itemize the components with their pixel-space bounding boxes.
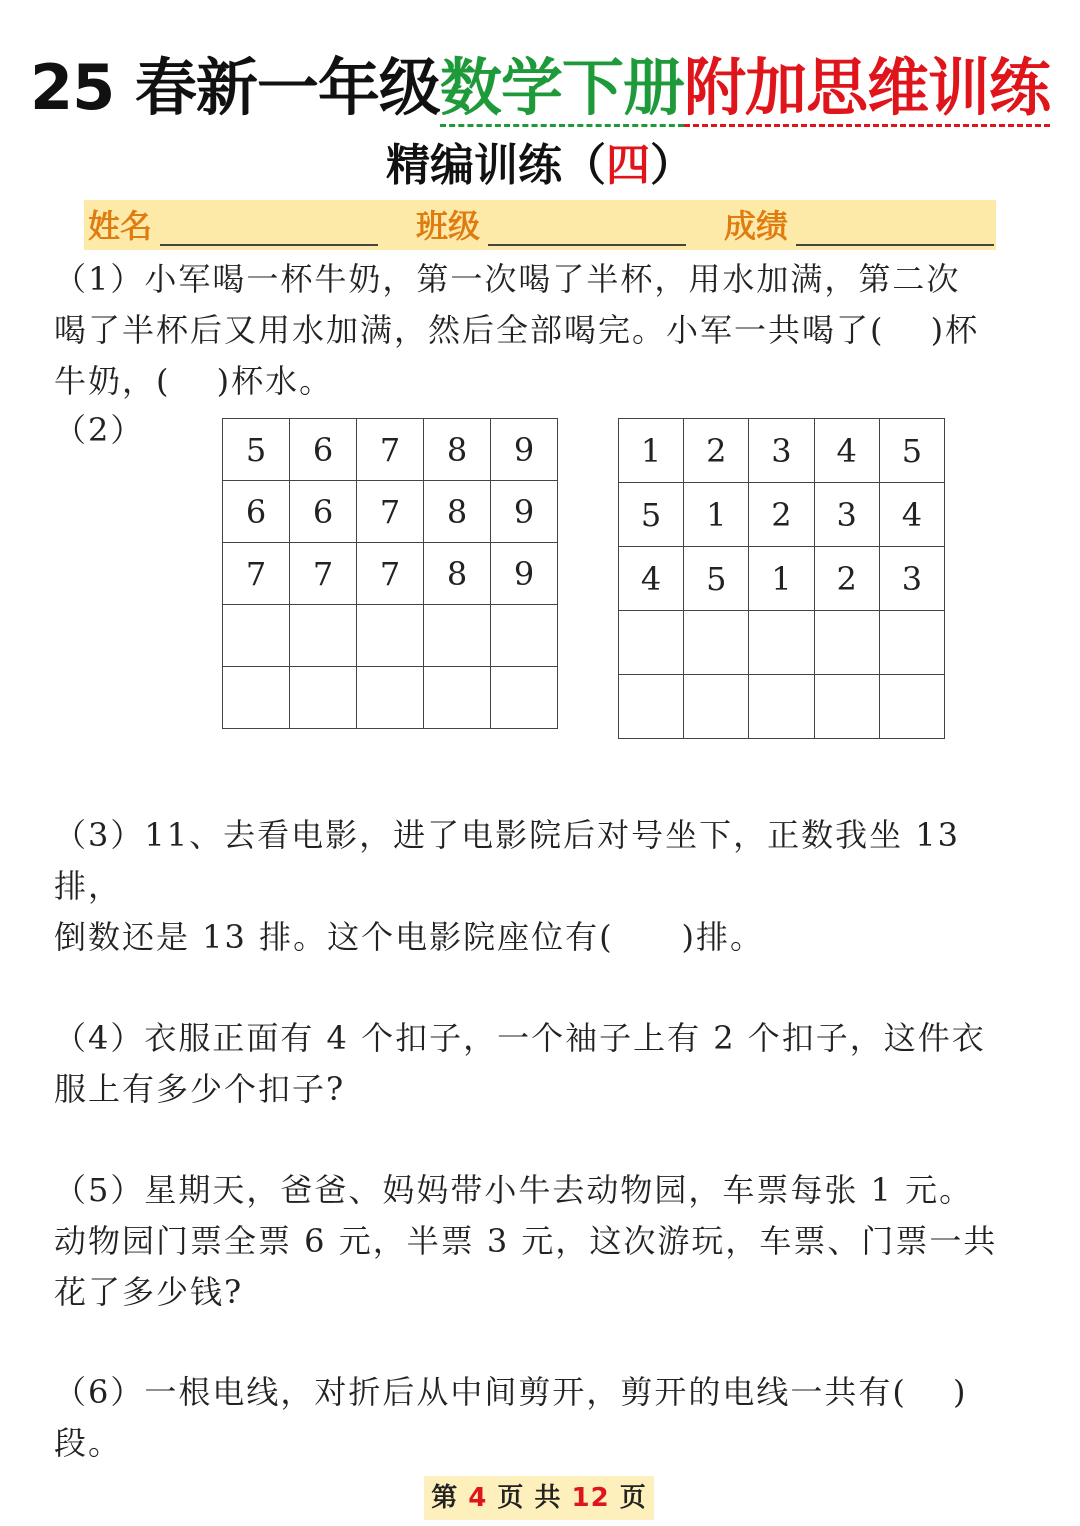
grid-a-cell: 6 <box>290 419 357 481</box>
grid-a-cell: 7 <box>357 419 424 481</box>
subtitle-prefix: 精编训练（ <box>386 140 606 191</box>
question-1-line: 牛奶，( )杯水。 <box>54 362 334 400</box>
question-1-line: 喝了半杯后又用水加满，然后全部喝完。小军一共喝了( )杯 <box>54 311 980 349</box>
grid-a-blank-cell[interactable] <box>424 605 491 667</box>
worksheet-title <box>0 48 1080 128</box>
question-1-line: （1）小军喝一杯牛奶，第一次喝了半杯，用水加满，第二次 <box>54 260 961 298</box>
page-suffix: 页 <box>609 1483 647 1513</box>
grid-a-cell: 9 <box>491 419 558 481</box>
question-6 <box>54 1367 1034 1469</box>
class-label: 班级 <box>416 207 481 245</box>
title-part-training: 附加思维训练 <box>684 52 1050 127</box>
grid-b-cell: 4 <box>879 483 944 547</box>
grid-b-cell: 4 <box>814 419 879 483</box>
grid-b-cell: 2 <box>684 419 749 483</box>
grid-a-cell: 9 <box>491 481 558 543</box>
grid-a-row <box>223 481 558 543</box>
grid-b-cell: 1 <box>684 483 749 547</box>
grid-a-blank-cell[interactable] <box>357 667 424 729</box>
name-field[interactable] <box>160 244 378 246</box>
question-6-line: 段。 <box>54 1424 123 1462</box>
grid-a-cell: 7 <box>290 543 357 605</box>
grid-b-blank-cell[interactable] <box>749 675 814 739</box>
grid-b-row <box>619 483 945 547</box>
grid-b-blank-cell[interactable] <box>814 675 879 739</box>
class-field[interactable] <box>488 244 686 246</box>
title-part-grade: 25 春新一年级 <box>30 51 440 124</box>
grid-a-cell: 7 <box>357 543 424 605</box>
grid-b-cell: 2 <box>749 483 814 547</box>
grid-b-cell: 1 <box>749 547 814 611</box>
grid-b-blank-cell[interactable] <box>684 611 749 675</box>
grid-b-cell: 2 <box>814 547 879 611</box>
grid-a-cell: 5 <box>223 419 290 481</box>
grid-a-cell: 8 <box>424 543 491 605</box>
question-3-line: （3）11、去看电影，进了电影院后对号坐下，正数我坐 13 排， <box>54 816 960 905</box>
grid-b-row <box>619 419 945 483</box>
grid-a-cell: 8 <box>424 481 491 543</box>
student-info-bar <box>84 200 996 250</box>
grid-a-blank-cell[interactable] <box>424 667 491 729</box>
grid-b-blank-cell[interactable] <box>879 611 944 675</box>
grid-b-blank-cell[interactable] <box>814 611 879 675</box>
page-middle: 页 共 <box>487 1483 572 1513</box>
grid-a-cell: 6 <box>223 481 290 543</box>
question-4-line: （4）衣服正面有 4 个扣子，一个袖子上有 2 个扣子，这件衣 <box>54 1019 986 1057</box>
grid-b-cell: 4 <box>619 547 684 611</box>
grid-b-row <box>619 611 945 675</box>
grid-b-blank-cell[interactable] <box>619 611 684 675</box>
page-prefix: 第 <box>431 1483 469 1513</box>
grid-a-cell: 9 <box>491 543 558 605</box>
subtitle-number: 四 <box>606 140 650 191</box>
grid-a-cell: 6 <box>290 481 357 543</box>
grid-a-row <box>223 543 558 605</box>
grid-b-cell: 3 <box>814 483 879 547</box>
grid-b-row <box>619 547 945 611</box>
name-label: 姓名 <box>88 207 153 245</box>
grid-a-cell: 7 <box>223 543 290 605</box>
grid-a-blank-cell[interactable] <box>357 605 424 667</box>
question-2-label: （2） <box>54 411 145 449</box>
question-6-line: （6）一根电线，对折后从中间剪开，剪开的电线一共有( ) <box>54 1373 968 1411</box>
grid-b-cell: 3 <box>749 419 814 483</box>
question-5-line: 花了多少钱? <box>54 1273 244 1311</box>
question-1 <box>54 254 1034 407</box>
grid-a-cell: 8 <box>424 419 491 481</box>
score-label: 成绩 <box>724 207 789 245</box>
question-3 <box>54 810 1034 963</box>
subtitle-suffix: ） <box>650 140 694 191</box>
grid-a-blank-cell[interactable] <box>290 667 357 729</box>
question-5-line: 动物园门票全票 6 元，半票 3 元，这次游玩，车票、门票一共 <box>54 1222 998 1260</box>
grid-b-cell: 3 <box>879 547 944 611</box>
grid-a-blank-cell[interactable] <box>290 605 357 667</box>
grid-b-cell: 5 <box>684 547 749 611</box>
current-page-number: 4 <box>468 1483 488 1513</box>
grid-a-row <box>223 605 558 667</box>
grid-b-cell: 5 <box>879 419 944 483</box>
number-grid-b <box>618 418 945 739</box>
number-grid-a <box>222 418 558 729</box>
grid-a-cell: 7 <box>357 481 424 543</box>
page-indicator <box>424 1476 654 1520</box>
score-field[interactable] <box>796 244 994 246</box>
grid-a-row <box>223 419 558 481</box>
question-5-line: （5）星期天，爸爸、妈妈带小牛去动物园，车票每张 1 元。 <box>54 1171 974 1209</box>
total-page-number: 12 <box>571 1483 610 1513</box>
worksheet-subtitle <box>0 134 1080 198</box>
grid-b-blank-cell[interactable] <box>879 675 944 739</box>
grid-a-row <box>223 667 558 729</box>
question-3-line: 倒数还是 13 排。这个电影院座位有( )排。 <box>54 918 765 956</box>
grid-b-row <box>619 675 945 739</box>
grid-b-blank-cell[interactable] <box>619 675 684 739</box>
grid-a-blank-cell[interactable] <box>491 667 558 729</box>
grid-b-cell: 5 <box>619 483 684 547</box>
question-4-line: 服上有多少个扣子? <box>54 1070 346 1108</box>
grid-b-blank-cell[interactable] <box>684 675 749 739</box>
grid-a-blank-cell[interactable] <box>223 667 290 729</box>
grid-a-blank-cell[interactable] <box>223 605 290 667</box>
question-4 <box>54 1013 1034 1115</box>
question-5 <box>54 1165 1034 1318</box>
grid-a-blank-cell[interactable] <box>491 605 558 667</box>
grid-b-cell: 1 <box>619 419 684 483</box>
grid-b-blank-cell[interactable] <box>749 611 814 675</box>
title-part-subject: 数学下册 <box>440 52 684 127</box>
